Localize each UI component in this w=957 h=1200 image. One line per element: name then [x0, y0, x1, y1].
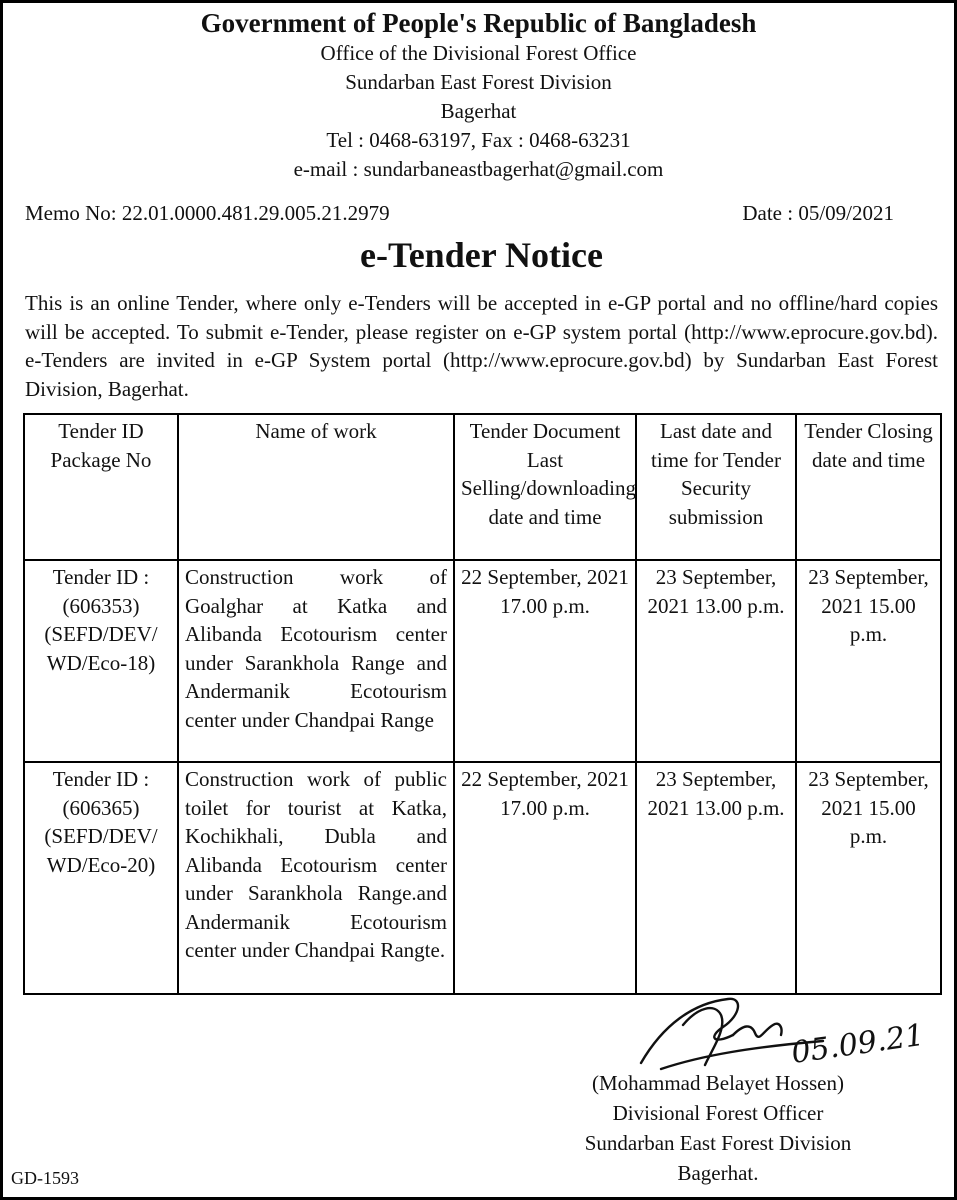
header-document-date: Tender Document Last Selling/downloading date and time — [454, 414, 636, 560]
security-date-cell: 23 September, 2021 13.00 p.m. — [636, 762, 796, 994]
header-tender-id: Tender ID Package No — [24, 414, 178, 560]
closing-date-cell: 23 September, 2021 15.00 p.m. — [796, 560, 941, 762]
memo-number: Memo No: 22.01.0000.481.29.005.21.2979 — [25, 201, 390, 225]
signer-location: Bagerhat. — [677, 1161, 759, 1185]
letterhead — [3, 7, 954, 184]
memo-date: Date : 05/09/2021 — [742, 201, 894, 225]
intro-paragraph: This is an online Tender, where only e-Tenders will be accepted in e-GP portal and no offline/hard copies will be accepted. To submit e-Tender, please register on e-GP system portal (http://www.eprocure.gov.bd). e-Tenders are invited in e-GP System portal (http://www.eprocure.gov.bd) by Sundarban East Forest Division, Bagerhat. — [25, 291, 938, 401]
tender-table — [23, 413, 942, 995]
signer-name: (Mohammad Belayet Hossen) — [592, 1071, 844, 1095]
work-name-cell: Construction work of public toilet for tourist at Katka, Kochikhali, Dubla and Alibanda Ecotourism center under Sarankhola Range.and Andermanik Ecotourism center under Chandpai Rangte. — [178, 762, 454, 994]
division-name: Sundarban East Forest Division — [345, 70, 612, 94]
notice-title: e-Tender Notice — [360, 235, 603, 275]
office-location: Bagerhat — [440, 99, 517, 123]
signer-block — [503, 1068, 933, 1188]
header-name-of-work: Name of work — [178, 414, 454, 560]
signer-designation: Divisional Forest Officer — [612, 1101, 824, 1125]
table-header-row — [24, 414, 941, 560]
footer-code: GD-1593 — [11, 1168, 79, 1188]
tender-id-cell: Tender ID : (606365) (SEFD/DEV/ WD/Eco-20) — [24, 762, 178, 994]
office-email: e-mail : sundarbaneastbagerhat@gmail.com — [293, 157, 664, 181]
table-row — [24, 560, 941, 762]
tender-id-cell: Tender ID : (606353) (SEFD/DEV/ WD/Eco-18) — [24, 560, 178, 762]
security-date-cell: 23 September, 2021 13.00 p.m. — [636, 560, 796, 762]
document-date-cell: 22 September, 2021 17.00 p.m. — [454, 762, 636, 994]
header-closing-date: Tender Closing date and time — [796, 414, 941, 560]
phone-fax: Tel : 0468-63197, Fax : 0468-63231 — [326, 128, 631, 152]
work-name-cell: Construction work of Goalghar at Katka and Alibanda Ecotourism center under Sarankhola Range and Andermanik Ecotourism center under Chandpai Range — [178, 560, 454, 762]
document-date-cell: 22 September, 2021 17.00 p.m. — [454, 560, 636, 762]
signer-division: Sundarban East Forest Division — [584, 1131, 852, 1155]
header-security-date: Last date and time for Tender Security submission — [636, 414, 796, 560]
table-row — [24, 762, 941, 994]
handwritten-signature — [623, 985, 943, 1075]
closing-date-cell: 23 September, 2021 15.00 p.m. — [796, 762, 941, 994]
signature-date: 05.09.21 — [789, 1017, 927, 1071]
office-name: Office of the Divisional Forest Office — [320, 41, 637, 65]
government-title: Government of People's Republic of Bangladesh — [200, 8, 757, 38]
